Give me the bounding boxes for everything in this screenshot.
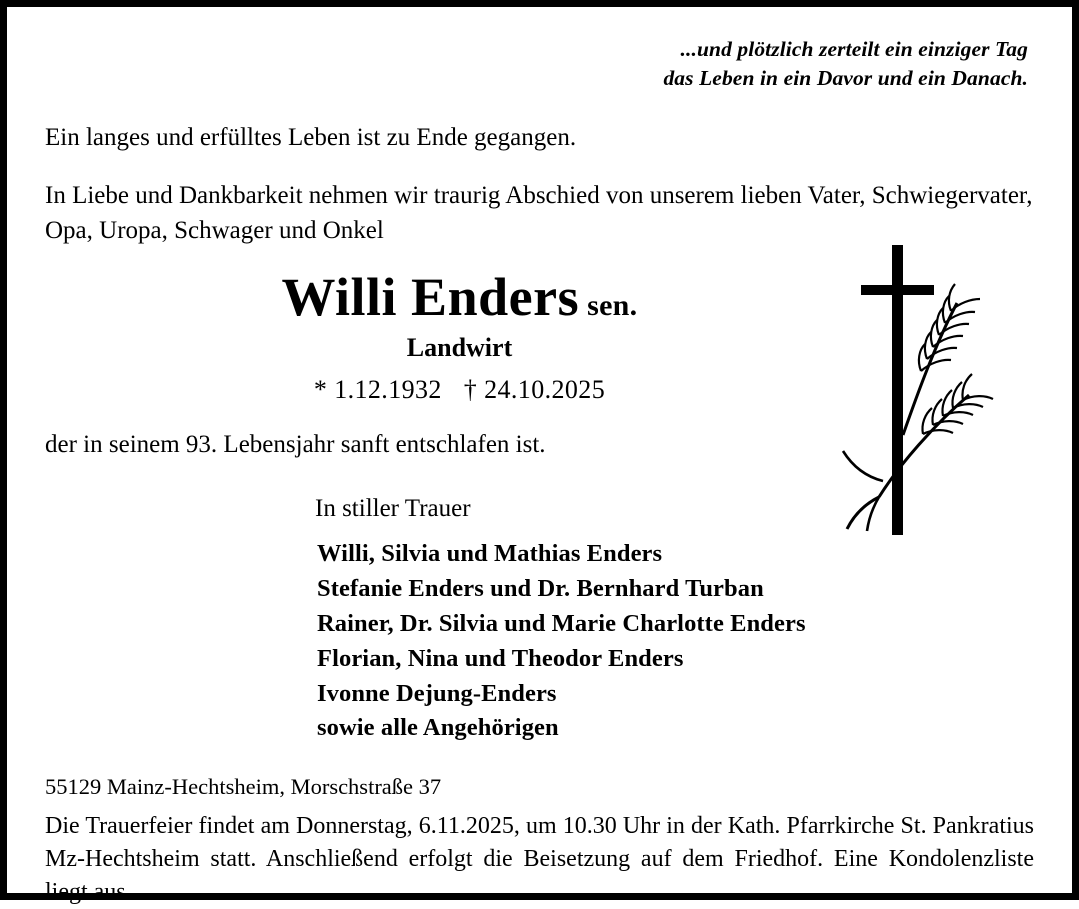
deceased-name-suffix: sen.	[587, 288, 638, 322]
deceased-dates	[45, 375, 874, 405]
epitaph-line-1: ...und plötzlich zerteilt ein einziger Tag	[680, 37, 1028, 61]
list-item: Rainer, Dr. Silvia und Marie Charlotte Enders	[317, 609, 806, 637]
intro-line-2: In Liebe und Dankbarkeit nehmen wir traurig Abschied von unserem lieben Vater, Schwiegervater, Opa, Uropa, Schwager und Onkel	[45, 181, 1033, 245]
epitaph	[45, 35, 1028, 92]
family-list	[45, 537, 1034, 746]
cross-with-wheat-icon	[839, 245, 1024, 535]
birth-date: * 1.12.1932	[313, 375, 442, 405]
list-item: sowie alle Angehörigen	[317, 714, 559, 742]
closing-line: der in seinem 93. Lebensjahr sanft entschlafen ist.	[45, 431, 546, 459]
list-item: Willi, Silvia und Mathias Enders	[317, 540, 663, 568]
intro-line-1: Ein langes und erfülltes Leben ist zu Ende gegangen.	[45, 124, 577, 152]
mourning-label: In stiller Trauer	[315, 495, 471, 523]
funeral-service-details: Die Trauerfeier findet am Donnerstag, 6.11.2025, um 10.30 Uhr in der Kath. Pfarrkirche St. Pankratius Mz-Hechtsheim statt. Anschließend erfolgt die Beisetzung auf dem Friedhof. Eine Kondolenzliste liegt aus.	[45, 813, 1034, 906]
death-date: † 24.10.2025	[463, 375, 606, 405]
list-item: Ivonne Dejung-Enders	[317, 679, 557, 707]
address: 55129 Mainz-Hechtsheim, Morschstraße 37	[45, 774, 442, 800]
list-item: Florian, Nina und Theodor Enders	[317, 644, 684, 672]
deceased-name: Willi Enders	[281, 266, 580, 327]
deceased-profession: Landwirt	[406, 333, 513, 363]
list-item: Stefanie Enders und Dr. Bernhard Turban	[317, 575, 764, 603]
epitaph-line-2: das Leben in ein Davor und ein Danach.	[663, 65, 1028, 90]
